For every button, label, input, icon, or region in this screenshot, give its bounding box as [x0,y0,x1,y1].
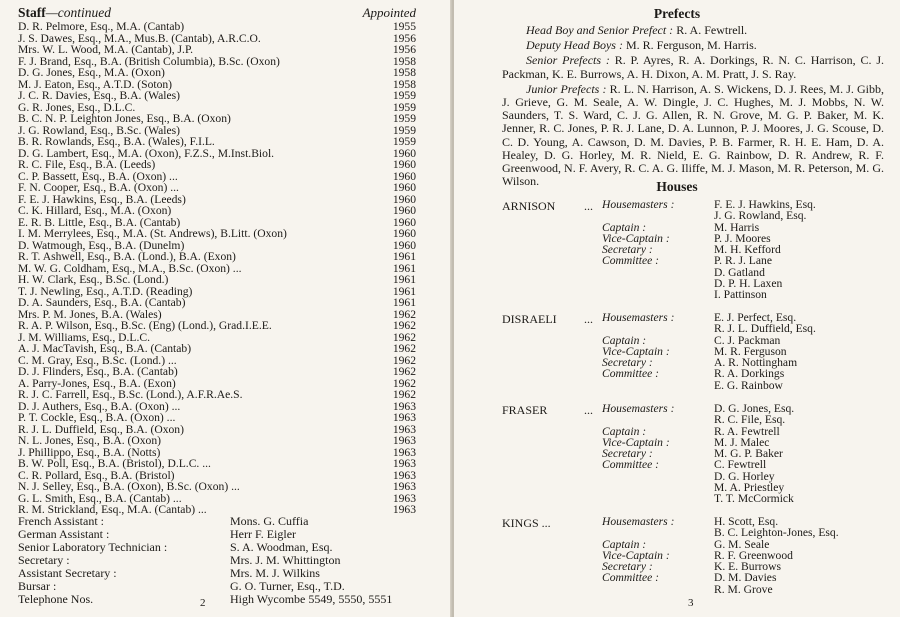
house-role-label: Secretary : [602,243,653,257]
house-role-label: Committee : [602,571,659,585]
house-members [714,199,894,301]
prefect-role-label: Senior Prefects : [526,53,610,68]
house-member: R. J. L. Duffield, Esq. [714,322,816,336]
prefect-role-label: Junior Prefects : [526,81,607,96]
house-name: ARNISON [502,199,556,213]
support-staff-row [18,593,438,606]
house-member: D. P. H. Laxen [714,277,783,291]
staff-name: D. Watmough, Esq., B.A. (Dunelm) [18,238,185,252]
appointed-year: 1963 [392,503,416,516]
house-member: R. M. Grove [714,582,773,596]
house-member: M. A. Priestley [714,481,785,495]
appointed-year: 1960 [392,181,416,194]
house-name: KINGS ... [502,516,551,530]
staff-row [18,297,416,309]
appointed-year: 1962 [392,365,416,378]
appointed-year: 1961 [392,250,416,263]
house-role-label: Housemasters : [602,515,675,528]
appointed-year: 1961 [392,261,416,275]
house-leader-dots: ... [584,199,593,213]
house-member: R. C. File, Esq. [714,413,786,427]
house-role-label: Vice-Captain : [602,344,670,358]
appointed-year: 1963 [392,399,416,413]
appointed-year: 1962 [392,319,416,332]
house-member: J. G. Rowland, Esq. [714,209,807,223]
prefect-entry [502,83,884,189]
house-member: R. A. Dorkings [714,367,785,381]
appointed-year: 1955 [392,20,416,33]
staff-name: D. G. Lambert, Esq., M.A. (Oxon), F.Z.S., M.Inst.Biol. [18,146,275,160]
staff-name: D. A. Saunders, Esq., B.A. (Cantab) [18,296,186,309]
house-member: D. G. Horley [714,469,775,483]
staff-name: G. R. Jones, Esq., D.L.C. [18,100,136,114]
house-member: T. T. McCormick [714,492,794,506]
appointed-year: 1962 [392,376,416,390]
appointed-year: 1963 [392,468,416,482]
staff-name: P. T. Cockle, Esq., B.A. (Oxon) ... [18,411,176,424]
staff-name: M. J. Eaton, Esq., A.T.D. (Soton) [18,77,173,91]
staff-heading-bold: Staff [18,5,46,20]
appointed-column-heading: Appointed [362,5,416,20]
prefect-role-label: Head Boy and Senior Prefect : [526,23,674,37]
staff-row [18,21,416,33]
support-staff-name: S. A. Woodman, Esq. [230,540,333,554]
appointed-year: 1959 [392,100,416,114]
house-role-label: Committee : [602,254,659,268]
staff-name: C. P. Bassett, Esq., B.A. (Oxon) ... [18,169,178,183]
appointed-year: 1959 [392,89,416,102]
house-member: H. Scott, Esq. [714,515,779,528]
appointed-year: 1963 [392,445,416,459]
house-member: M. R. Ferguson [714,344,787,358]
support-staff-role: German Assistant : [18,527,110,541]
staff-name: B. R. Rowlands, Esq., B.A. (Wales), F.I.L. [18,135,215,148]
house-member: M. Harris [714,220,760,234]
prefect-names: R. A. Fewtrell. [676,23,748,37]
support-staff-name: Mrs. M. J. Wilkins [230,566,320,580]
prefect-names: R. L. N. Harrison, A. S. Wickens, D. J. Rees, M. J. Gibb, J. Grieve, G. M. Seale, A. W. Dingle, J. C. Hughes, M. J. Mobbs, N. W. Saunders, T. S. Ward, C. J. G. Allen, R. N. Grove, M. G. P. Baker, M. K. Jenner, R. C. Jones, P. R. J. Lane, D. A. Lunnon, P. J. Moores, J. G. Scouse, D. C. D. Young, A. Cawson, D. M. Davies, P. B. Farmer, R. H. E. Ham, D. A. Healey, D. G. Horley, M. R. Nield, E. G. Rainbow, D. R. Andrew, R. F. Greenwood, N. F. Avery, R. C. A. G. Iliffe, M. J. Mason, M. R. Peterson, M. G. Wilson. [502,81,885,189]
staff-name: E. R. B. Little, Esq., B.A. (Cantab) [18,215,181,229]
staff-name: I. M. Merrylees, Esq., M.A. (St. Andrews), B.Litt. (Oxon) [18,227,287,240]
staff-name: N. J. Selley, Esq., B.A. (Oxon), B.Sc. (Oxon) ... [18,480,240,493]
staff-name: J. Phillippo, Esq., B.A. (Notts) [18,445,161,459]
staff-name: M. W. G. Coldham, Esq., M.A., B.Sc. (Oxon) ... [18,261,242,275]
house-role-label: Housemasters : [602,311,675,324]
house-role-label: Secretary : [602,356,653,370]
staff-name: F. E. J. Hawkins, Esq., B.A. (Leeds) [18,192,186,206]
staff-name: T. J. Newling, Esq., A.T.D. (Reading) [18,284,193,298]
house-members [714,403,894,505]
house-role-label: Captain : [602,220,647,234]
staff-name: R. T. Ashwell, Esq., B.A. (Lond.), B.A. (Exon) [18,250,236,263]
staff-name: R. J. C. Farrell, Esq., B.Sc. (Lond.), A.F.R.Ae.S. [18,388,243,401]
appointed-year: 1959 [392,112,416,125]
staff-name: F. J. Brand, Esq., B.A. (British Columbia), B.Sc. (Oxon) [18,54,280,68]
appointed-year: 1960 [392,238,416,252]
appointed-year: 1963 [392,411,416,424]
house-member: I. Pattinson [714,288,767,302]
prefect-role-label: Deputy Head Boys : [526,38,623,53]
staff-name: C. K. Hillard, Esq., M.A. (Oxon) [18,204,172,217]
appointed-year: 1960 [392,192,416,206]
support-staff-role: Assistant Secretary : [18,566,117,580]
house-members [714,312,894,391]
staff-row [18,412,416,424]
prefects-section [502,24,884,190]
house-member: C. J. Packman [714,333,781,347]
staff-name: D. R. Pelmore, Esq., M.A. (Cantab) [18,20,185,33]
appointed-year: 1963 [392,491,416,505]
appointed-year: 1963 [392,480,416,493]
house-member: F. E. J. Hawkins, Esq. [714,198,816,211]
house-member: A. R. Nottingham [714,356,798,370]
house-member: E. J. Perfect, Esq. [714,311,797,324]
right-page [454,0,900,617]
house-role-label: Committee : [602,367,659,381]
prefect-entry [502,24,884,37]
staff-name: A. J. MacTavish, Esq., B.A. (Cantab) [18,342,192,355]
staff-name: G. L. Smith, Esq., B.A. (Cantab) ... [18,491,182,505]
staff-name: R. J. L. Duffield, Esq., B.A. (Oxon) [18,422,184,436]
page-number: 2 [200,597,206,609]
staff-name: J. M. Williams, Esq., D.L.C. [18,330,151,344]
appointed-year: 1962 [392,388,416,401]
houses-heading: Houses [656,179,698,194]
house-member: P. J. Moores [714,231,771,245]
house-name: FRASER [502,403,548,417]
house-member: D. Gatland [714,265,765,279]
appointed-year: 1962 [392,307,416,321]
house-role-label: Secretary : [602,560,653,574]
appointed-year: 1958 [392,77,416,91]
appointed-year: 1962 [392,330,416,344]
house-role-label: Captain : [602,333,647,347]
house-member: D. G. Jones, Esq. [714,402,795,415]
appointed-year: 1960 [392,146,416,160]
appointed-year: 1956 [392,43,416,56]
appointed-year: 1960 [392,227,416,240]
support-staff-name: Mons. G. Cuffia [230,514,309,528]
prefect-entry [502,39,884,52]
staff-row [18,389,416,401]
house-role-label: Vice-Captain : [602,435,670,449]
house-name: DISRAELI [502,312,557,326]
appointed-year: 1962 [392,342,416,355]
appointed-year: 1960 [392,169,416,183]
support-staff-name: High Wycombe 5549, 5550, 5551 [230,592,393,606]
staff-row [18,228,416,240]
house-member: C. Fewtrell [714,458,767,472]
house-role-label: Housemasters : [602,402,675,415]
prefect-entry [502,54,884,80]
appointed-year: 1963 [392,434,416,447]
staff-name: D. J. Flinders, Esq., B.A. (Cantab) [18,365,178,378]
house-leader-dots: ... [584,403,593,417]
staff-name: B. C. N. P. Leighton Jones, Esq., B.A. (Oxon) [18,112,231,125]
appointed-year: 1960 [392,158,416,171]
staff-name: D. J. Authers, Esq., B.A. (Oxon) ... [18,399,181,413]
house-member: M. G. P. Baker [714,447,783,461]
appointed-year: 1963 [392,457,416,470]
house-block [502,516,892,612]
support-staff-role: Telephone Nos. [18,592,94,606]
appointed-year: 1960 [392,215,416,229]
staff-name: H. W. Clark, Esq., B.Sc. (Lond.) [18,273,169,286]
staff-row [18,343,416,355]
staff-name: N. L. Jones, Esq., B.A. (Oxon) [18,434,161,447]
staff-name: J. G. Rowland, Esq., B.Sc. (Wales) [18,123,181,137]
staff-row [18,136,416,148]
support-staff-list [18,515,438,606]
staff-row [18,274,416,286]
support-staff-row [18,567,438,580]
appointed-year: 1962 [392,353,416,367]
staff-name: J. S. Dawes, Esq., M.A., Mus.B. (Cantab), A.R.C.O. [18,31,261,45]
staff-row [18,435,416,447]
staff-row [18,159,416,171]
appointed-year: 1961 [392,284,416,298]
staff-row [18,481,416,493]
house-member: R. F. Greenwood [714,548,793,562]
appointed-year: 1959 [392,135,416,148]
house-block [502,312,892,408]
staff-heading [18,5,111,21]
support-staff-role: French Assistant : [18,514,104,528]
staff-row [18,251,416,263]
staff-name: F. N. Cooper, Esq., B.A. (Oxon) ... [18,181,179,194]
house-member: B. C. Leighton-Jones, Esq. [714,526,839,540]
house-role-label: Housemasters : [602,198,675,211]
house-member: K. E. Burrows [714,560,781,574]
house-block [502,198,892,302]
support-staff-role: Senior Laboratory Technician : [18,540,168,554]
house-role-label: Secretary : [602,447,653,461]
support-staff-role: Secretary : [18,553,70,567]
appointed-year: 1956 [392,31,416,45]
support-staff-name: Herr F. Eigler [230,527,297,541]
staff-name: C. R. Pollard, Esq., B.A. (Bristol) [18,468,175,482]
house-members [714,516,894,595]
staff-row [18,90,416,102]
house-block [502,402,892,506]
house-role-label: Captain : [602,424,647,438]
staff-row [18,67,416,79]
house-member: R. A. Fewtrell [714,424,780,438]
appointed-year: 1958 [392,54,416,68]
staff-heading-italic: —continued [45,5,111,20]
staff-row [18,44,416,56]
support-staff-name: G. O. Turner, Esq., T.D. [230,579,345,593]
prefect-names: M. R. Ferguson, M. Harris. [625,38,757,53]
appointed-year: 1961 [392,296,416,309]
appointed-year: 1958 [392,66,416,79]
staff-row [18,182,416,194]
staff-row [18,458,416,470]
house-member: M. H. Kefford [714,243,781,257]
support-staff-row [18,541,438,554]
staff-name: A. Parry-Jones, Esq., B.A. (Exon) [18,376,176,390]
house-member: P. R. J. Lane [714,254,772,268]
staff-list [18,21,416,516]
staff-name: C. M. Gray, Esq., B.Sc. (Lond.) ... [18,353,177,367]
support-staff-role: Bursar : [18,579,57,593]
staff-header [18,5,416,21]
appointed-year: 1960 [392,204,416,217]
staff-name: R. M. Strickland, Esq., M.A. (Cantab) ... [18,503,207,516]
staff-row [18,113,416,125]
appointed-year: 1961 [392,273,416,286]
page-number: 3 [688,597,694,609]
staff-name: R. C. File, Esq., B.A. (Leeds) [18,158,156,171]
house-member: G. M. Seale [714,537,770,551]
house-role-label: Captain : [602,537,647,551]
support-staff-name: Mrs. J. M. Whittington [230,553,341,567]
house-role-label: Committee : [602,458,659,472]
staff-row [18,320,416,332]
prefect-names: R. P. Ayres, R. A. Dorkings, R. N. C. Harrison, C. J. Packman, K. E. Burrows, A. H. Dixon, A. M. Pratt, J. S. Ray. [502,53,884,81]
staff-name: Mrs. W. L. Wood, M.A. (Cantab), J.P. [18,43,194,56]
staff-row [18,366,416,378]
appointed-year: 1959 [392,123,416,137]
house-role-label: Vice-Captain : [602,548,670,562]
staff-name: J. C. R. Davies, Esq., B.A. (Wales) [18,89,181,102]
appointed-year: 1963 [392,422,416,436]
staff-row [18,205,416,217]
house-member: D. M. Davies [714,571,777,585]
house-member: M. J. Malec [714,435,770,449]
staff-name: D. G. Jones, Esq., M.A. (Oxon) [18,66,165,79]
house-leader-dots: ... [584,312,593,326]
staff-name: B. W. Poll, Esq., B.A. (Bristol), D.L.C. ... [18,457,211,470]
house-member: E. G. Rainbow [714,378,783,392]
house-role-label: Vice-Captain : [602,231,670,245]
prefects-heading: Prefects [653,6,701,21]
staff-name: Mrs. P. M. Jones, B.A. (Wales) [18,307,162,321]
staff-name: R. A. P. Wilson, Esq., B.Sc. (Eng) (Lond.), Grad.I.E.E. [18,319,272,332]
